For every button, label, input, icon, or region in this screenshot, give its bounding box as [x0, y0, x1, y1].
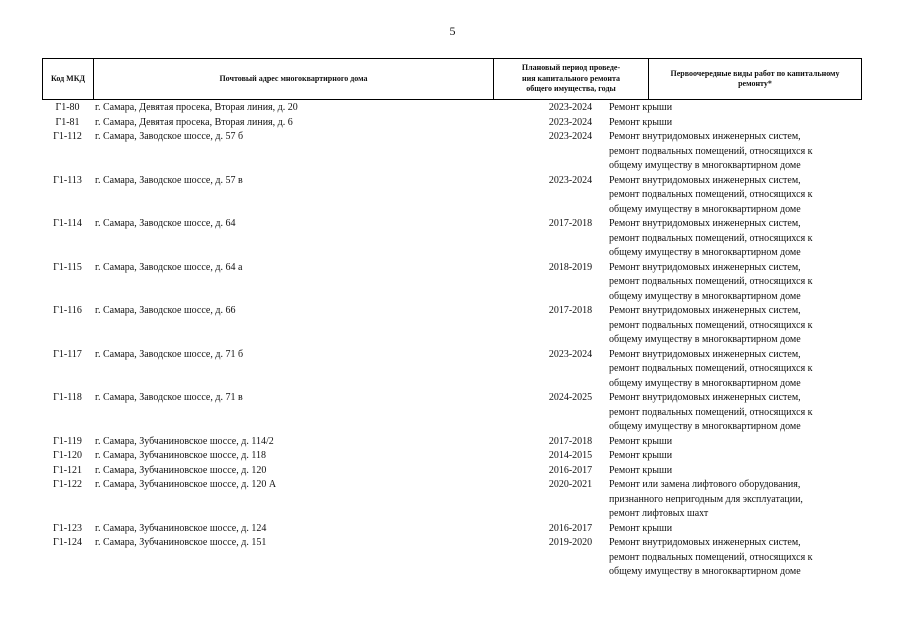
header-works-line: ремонту*: [738, 79, 772, 88]
row-period: 2023-2024: [548, 116, 593, 128]
row-period: 2017-2018: [548, 218, 593, 229]
row-works: [609, 304, 854, 348]
row-code: Г1-114: [53, 218, 82, 229]
table-row: [42, 116, 862, 131]
row-code: Г1-123: [52, 522, 83, 534]
row-period: 2023-2024: [548, 174, 593, 186]
table-row: [42, 536, 862, 580]
table-row: [42, 130, 862, 174]
row-works-line: Ремонт крыши: [609, 522, 673, 534]
row-works: [609, 116, 854, 131]
row-address: г. Самара, Девятая просека, Вторая линия, д. 6: [95, 116, 293, 128]
table-row: [42, 435, 862, 450]
row-code: Г1-124: [52, 537, 83, 548]
row-works-line: ремонт подвальных помещений, относящихся к: [609, 363, 813, 374]
row-works: [609, 101, 854, 116]
row-code: Г1-119: [53, 435, 82, 447]
row-code: Г1-81: [55, 116, 80, 128]
row-works-line: ремонт подвальных помещений, относящихся к: [609, 232, 813, 244]
table-body: [42, 101, 862, 580]
row-period: 2018-2019: [548, 261, 593, 273]
row-works-line: ремонт подвальных помещений, относящихся к: [609, 551, 813, 563]
row-address: г. Самара, Зубчаниновское шоссе, д. 151: [95, 537, 267, 548]
table-header: [42, 58, 862, 100]
table-row: [42, 391, 862, 435]
row-works-line: Ремонт внутридомовых инженерных систем,: [609, 131, 801, 142]
table-row: [42, 174, 862, 218]
row-works-line: общему имуществу в многоквартирном доме: [609, 247, 801, 258]
row-code: Г1-120: [52, 450, 83, 461]
row-works: [609, 174, 854, 218]
row-period: 2020-2021: [548, 479, 593, 490]
header-period-line: ния капитального ремонта: [522, 73, 620, 83]
row-address: г. Самара, Заводское шоссе, д. 71 б: [95, 348, 244, 360]
row-code: Г1-113: [53, 174, 82, 186]
row-period: 2016-2017: [548, 522, 593, 534]
row-works: [609, 478, 854, 522]
row-address: г. Самара, Зубчаниновское шоссе, д. 114/2: [95, 435, 274, 447]
row-works: [609, 536, 854, 580]
row-code: Г1-80: [55, 102, 80, 113]
row-works-line: признанного непригодным для эксплуатации,: [609, 493, 803, 505]
row-works-line: ремонт подвальных помещений, относящихся к: [609, 319, 813, 331]
row-works-line: Ремонт крыши: [609, 450, 673, 461]
row-works-line: Ремонт крыши: [609, 116, 673, 128]
row-address: г. Самара, Заводское шоссе, д. 64 а: [95, 261, 243, 273]
row-works: [609, 261, 854, 305]
row-code: Г1-117: [53, 348, 82, 360]
page-number: 5: [449, 24, 456, 38]
row-works-line: ремонт подвальных помещений, относящихся к: [609, 406, 813, 418]
table-row: [42, 261, 862, 305]
row-address: г. Самара, Девятая просека, Вторая линия, д. 20: [95, 102, 298, 113]
table-row: [42, 304, 862, 348]
row-works-line: общему имуществу в многоквартирном доме: [609, 334, 801, 345]
row-period: 2024-2025: [548, 392, 593, 403]
row-code: Г1-118: [53, 392, 82, 403]
row-works: [609, 522, 854, 537]
header-period-line: Плановый период проведе-: [521, 63, 621, 73]
header-address-label: Почтовый адрес многоквартирного дома: [219, 73, 368, 83]
row-works-line: Ремонт внутридомовых инженерных систем,: [609, 305, 801, 316]
row-period: 2014-2015: [548, 450, 593, 461]
row-address: г. Самара, Заводское шоссе, д. 71 в: [95, 392, 243, 403]
row-address: г. Самара, Зубчаниновское шоссе, д. 120: [95, 464, 267, 476]
header-works-label: [662, 69, 847, 90]
row-works-line: ремонт подвальных помещений, относящихся к: [609, 276, 813, 287]
row-works: [609, 391, 854, 435]
row-period: 2023-2024: [548, 131, 593, 142]
header-code-label: Код МКД: [50, 73, 86, 83]
header-period-line: общего имущества, годы: [526, 84, 616, 94]
row-address: г. Самара, Зубчаниновское шоссе, д. 120 А: [95, 479, 277, 490]
row-address: г. Самара, Заводское шоссе, д. 57 б: [95, 131, 244, 142]
row-works: [609, 348, 854, 392]
row-works-line: общему имуществу в многоквартирном доме: [609, 377, 801, 389]
row-works: [609, 449, 854, 464]
table-row: [42, 217, 862, 261]
row-code: Г1-122: [52, 479, 83, 490]
row-works-line: Ремонт внутридомовых инженерных систем,: [609, 348, 801, 360]
table-row: [42, 449, 862, 464]
row-period: 2017-2018: [548, 435, 593, 447]
row-works: [609, 435, 854, 450]
header-works-line: Первоочередные виды работ по капитальному: [670, 68, 840, 78]
row-works: [609, 130, 854, 174]
row-address: г. Самара, Зубчаниновское шоссе, д. 118: [95, 450, 266, 461]
row-works: [609, 217, 854, 261]
row-address: г. Самара, Заводское шоссе, д. 64: [95, 218, 236, 229]
row-works-line: Ремонт крыши: [609, 102, 673, 113]
header-period-label: [514, 63, 628, 95]
row-works-line: ремонт лифтовых шахт: [609, 508, 709, 519]
row-works-line: общему имуществу в многоквартирном доме: [609, 203, 801, 215]
row-works-line: Ремонт внутридомовых инженерных систем,: [609, 174, 801, 186]
row-works: [609, 464, 854, 479]
row-works-line: общему имуществу в многоквартирном доме: [609, 290, 801, 302]
row-works-line: ремонт подвальных помещений, относящихся к: [609, 189, 813, 200]
row-works-line: Ремонт или замена лифтового оборудования,: [609, 479, 801, 490]
row-works-line: Ремонт крыши: [609, 464, 673, 476]
row-code: Г1-115: [53, 261, 82, 273]
table-row: [42, 348, 862, 392]
row-works-line: ремонт подвальных помещений, относящихся к: [609, 145, 813, 157]
row-code: Г1-116: [53, 305, 82, 316]
row-address: г. Самара, Заводское шоссе, д. 57 в: [95, 174, 243, 186]
row-works-line: Ремонт внутридомовых инженерных систем,: [609, 218, 801, 229]
header-period: [494, 59, 649, 99]
row-period: 2023-2024: [548, 102, 593, 113]
row-works-line: общему имуществу в многоквартирном доме: [609, 421, 801, 432]
row-period: 2023-2024: [548, 348, 593, 360]
row-works-line: Ремонт внутридомовых инженерных систем,: [609, 392, 801, 403]
row-period: 2016-2017: [548, 464, 593, 476]
row-works-line: Ремонт внутридомовых инженерных систем,: [609, 537, 801, 548]
header-address: [94, 59, 494, 99]
row-works-line: Ремонт крыши: [609, 435, 673, 447]
table-row: [42, 464, 862, 479]
row-period: 2017-2018: [548, 305, 593, 316]
table-row: [42, 522, 862, 537]
row-works-line: Ремонт внутридомовых инженерных систем,: [609, 261, 801, 273]
row-address: г. Самара, Зубчаниновское шоссе, д. 124: [95, 522, 267, 534]
row-period: 2019-2020: [548, 537, 593, 548]
row-code: Г1-112: [53, 131, 82, 142]
row-code: Г1-121: [52, 464, 83, 476]
row-address: г. Самара, Заводское шоссе, д. 66: [95, 305, 236, 316]
header-code: [43, 59, 94, 99]
table-row: [42, 101, 862, 116]
row-works-line: общему имуществу в многоквартирном доме: [609, 160, 801, 171]
row-works-line: общему имуществу в многоквартирном доме: [609, 566, 801, 577]
header-works: [649, 59, 861, 99]
table-row: [42, 478, 862, 522]
